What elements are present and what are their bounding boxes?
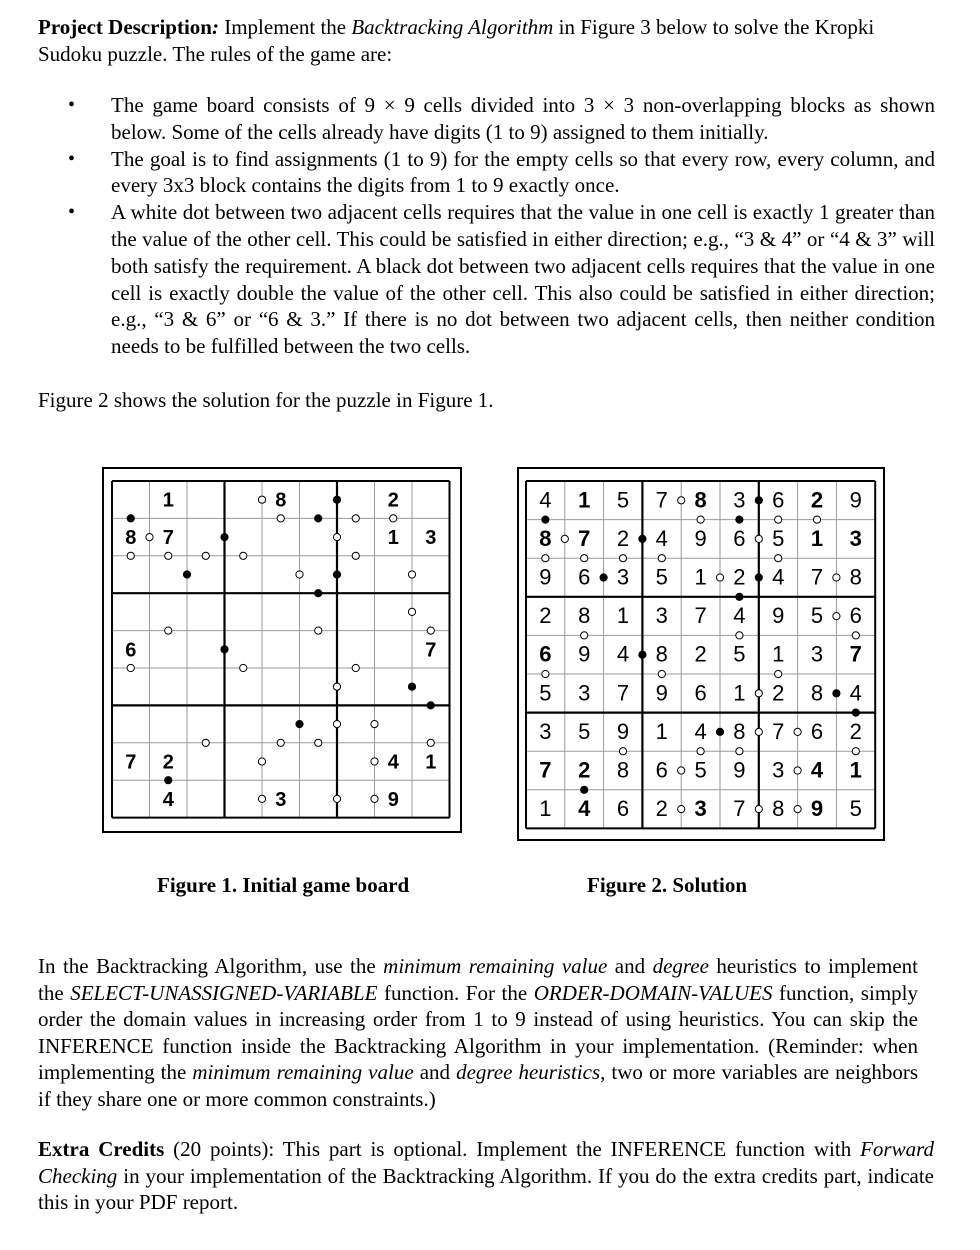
sudoku-cell: 1	[162, 489, 174, 512]
black-dot	[639, 651, 646, 658]
sudoku-cell: 5	[772, 525, 785, 551]
rules-list	[0, 92, 935, 360]
black-dot	[296, 721, 303, 728]
white-dot	[165, 552, 172, 559]
intro-algorithm: Backtracking Algorithm	[351, 15, 554, 39]
sudoku-cell: 9	[578, 641, 591, 667]
white-dot	[315, 739, 322, 746]
heuristics-paragraph	[38, 953, 918, 1112]
sudoku-cell: 2	[849, 718, 862, 744]
sudoku-cell: 1	[772, 641, 785, 667]
sudoku-cell: 7	[849, 641, 862, 667]
black-dot	[408, 683, 415, 690]
white-dot	[352, 515, 359, 522]
sudoku-cell: 6	[125, 639, 137, 662]
sudoku-cell: 6	[849, 603, 862, 629]
sudoku-cell: 3	[849, 525, 862, 551]
rule-item	[0, 146, 935, 200]
sudoku-cell: 9	[655, 680, 668, 706]
sudoku-cell: 2	[694, 641, 707, 667]
white-dot	[240, 552, 247, 559]
rule-text: A white dot between two adjacent cells requires that the value in one cell is exactly 1 greater than the value of the other cell. This could be satisfied in either direction; e.g., “3 & 4” or “4 & 3” will both satisfy the requirement. A black dot between two adjacent cells requires that the value in one cell is exactly double the value of the other cell. This also could be satisfied in either direction; e.g., “3 & 6” or “6 & 3.” If there is no dot between two adjacent cells, then neither condition needs to be fulfilled between the two cells.	[111, 200, 935, 359]
white-dot	[658, 670, 665, 677]
white-dot	[333, 795, 340, 802]
sudoku-cell: 7	[694, 603, 707, 629]
white-dot	[127, 552, 134, 559]
sudoku-cell: 5	[616, 487, 630, 513]
white-dot	[794, 728, 801, 735]
white-dot	[813, 516, 820, 523]
black-dot	[315, 515, 322, 522]
text-run: and	[413, 1060, 457, 1084]
white-dot	[775, 555, 782, 562]
sudoku-cell: 8	[694, 487, 707, 513]
black-dot	[600, 574, 607, 581]
intro-text-1: Implement the	[218, 15, 352, 39]
sudoku-cell: 7	[772, 718, 785, 744]
sudoku-cell: 4	[578, 796, 591, 822]
mrv-term: minimum remaining value	[192, 1060, 414, 1084]
sudoku-cell: 7	[425, 639, 437, 662]
white-dot	[775, 516, 782, 523]
black-dot	[755, 574, 762, 581]
white-dot	[371, 795, 378, 802]
black-dot	[183, 571, 190, 578]
black-dot	[315, 590, 322, 597]
sudoku-cell: 8	[810, 680, 824, 706]
white-dot	[371, 758, 378, 765]
white-dot	[716, 574, 723, 581]
black-dot	[716, 728, 723, 735]
sudoku-cell: 2	[162, 751, 174, 774]
text-run: and	[607, 954, 653, 978]
degree-term: degree	[652, 954, 709, 978]
white-dot	[427, 627, 434, 634]
white-dot	[296, 571, 303, 578]
sudoku-cell: 5	[539, 680, 552, 706]
sudoku-cell: 6	[539, 641, 552, 667]
sudoku-cell: 4	[539, 487, 552, 513]
white-dot	[561, 535, 568, 542]
sudoku-cell: 9	[849, 487, 862, 513]
white-dot	[755, 806, 762, 813]
sudoku-cell: 7	[733, 796, 746, 822]
sudoku-cell: 8	[655, 641, 668, 667]
sudoku-cell: 8	[578, 603, 591, 629]
white-dot	[794, 806, 801, 813]
sudoku-cell: 7	[539, 757, 552, 783]
black-dot	[581, 786, 588, 793]
sudoku-cell: 9	[733, 757, 746, 783]
white-dot	[697, 748, 704, 755]
white-dot	[333, 721, 340, 728]
sudoku-cell: 2	[810, 487, 824, 513]
sudoku-cell: 4	[616, 641, 630, 667]
sudoku-cell: 3	[772, 757, 785, 783]
white-dot	[678, 806, 685, 813]
sudoku-cell: 1	[539, 796, 552, 822]
figure1-grid	[104, 469, 460, 831]
white-dot	[833, 613, 840, 620]
sudoku-cell: 8	[616, 757, 630, 783]
bullet-icon: •	[68, 147, 76, 170]
text-run: function. For the	[377, 980, 534, 1005]
figure1-board	[102, 467, 462, 833]
sudoku-cell: 3	[539, 718, 552, 744]
rule-item	[0, 199, 935, 360]
figure2-board	[517, 467, 885, 841]
white-dot	[619, 555, 626, 562]
rule-text: The game board consists of 9 × 9 cells divided into 3 × 3 non-overlapping blocks as shown below. Some of the cells already have digits (1 to 9) assigned to them initially.	[111, 93, 935, 144]
sudoku-cell: 3	[425, 527, 437, 550]
select-unassigned-term: SELECT-UNASSIGNED-VARIABLE	[70, 980, 378, 1005]
white-dot	[852, 748, 859, 755]
white-dot	[736, 748, 743, 755]
sudoku-cell: 1	[387, 527, 399, 550]
sudoku-cell: 4	[849, 680, 862, 706]
black-dot	[333, 496, 340, 503]
sudoku-cell: 9	[810, 796, 824, 822]
white-dot	[390, 515, 397, 522]
text-run: function, simply order the domain values in increasing order from 1 to 9 instead of using heuristics. You can skip the INFERENCE function inside the Backtracking Algorithm in your implementation. (Reminder: when implementing the	[38, 980, 918, 1084]
black-dot	[165, 777, 172, 784]
sudoku-cell: 3	[810, 641, 824, 667]
sudoku-cell: 2	[772, 680, 785, 706]
sudoku-cell: 3	[733, 487, 746, 513]
intro-paragraph	[38, 14, 934, 67]
sudoku-cell: 5	[578, 718, 591, 744]
sudoku-cell: 5	[733, 641, 746, 667]
white-dot	[755, 690, 762, 697]
sudoku-cell: 6	[733, 525, 746, 551]
sudoku-cell: 4	[772, 564, 785, 590]
sudoku-cell: 8	[539, 525, 552, 551]
black-dot	[427, 702, 434, 709]
forward-checking-term: Forward Checking	[38, 1137, 934, 1188]
degree-term: degree heuristics	[456, 1060, 601, 1084]
figure2-caption: Figure 2. Solution	[587, 873, 748, 897]
figure2-grid	[519, 469, 883, 839]
sudoku-cell: 6	[694, 680, 707, 706]
sudoku-cell: 7	[125, 751, 137, 774]
sudoku-cell: 4	[733, 603, 746, 629]
intro-label: Project Description	[38, 15, 212, 39]
sudoku-cell: 8	[125, 527, 137, 550]
white-dot	[678, 767, 685, 774]
bullet-icon: •	[68, 94, 76, 116]
sudoku-cell: 5	[849, 796, 862, 822]
white-dot	[833, 574, 840, 581]
sudoku-cell: 1	[655, 718, 668, 744]
white-dot	[333, 683, 340, 690]
sudoku-cell: 7	[810, 564, 824, 590]
white-dot	[371, 721, 378, 728]
black-dot	[333, 571, 340, 578]
white-dot	[427, 739, 434, 746]
sudoku-cell: 6	[616, 796, 630, 822]
sudoku-cell: 2	[387, 489, 399, 512]
white-dot	[258, 496, 265, 503]
sudoku-cell: 1	[425, 751, 437, 774]
white-dot	[619, 748, 626, 755]
white-dot	[315, 627, 322, 634]
figure-note: Figure 2 shows the solution for the puzzle in Figure 1.	[38, 388, 494, 412]
black-dot	[221, 646, 228, 653]
intro-colon: :	[211, 15, 219, 39]
white-dot	[852, 632, 859, 639]
white-dot	[581, 632, 588, 639]
sudoku-cell: 3	[616, 564, 630, 590]
white-dot	[258, 758, 265, 765]
sudoku-cell: 8	[733, 718, 746, 744]
sudoku-cell: 1	[616, 603, 630, 629]
black-dot	[755, 497, 762, 504]
white-dot	[408, 571, 415, 578]
white-dot	[258, 795, 265, 802]
white-dot	[240, 664, 247, 671]
white-dot	[165, 627, 172, 634]
white-dot	[146, 534, 153, 541]
sudoku-cell: 9	[694, 525, 707, 551]
sudoku-cell: 4	[694, 718, 707, 744]
white-dot	[277, 515, 284, 522]
sudoku-cell: 1	[733, 680, 746, 706]
text-run: in your implementation of the Backtracking Algorithm. If you do the extra credits part, indicate this in your PDF report.	[38, 1163, 934, 1214]
sudoku-cell: 6	[810, 718, 824, 744]
white-dot	[775, 670, 782, 677]
sudoku-cell: 1	[694, 564, 707, 590]
sudoku-cell: 1	[849, 757, 862, 783]
sudoku-cell: 4	[810, 757, 824, 783]
sudoku-cell: 6	[655, 757, 668, 783]
sudoku-cell: 4	[162, 788, 174, 811]
white-dot	[333, 534, 340, 541]
sudoku-cell: 9	[539, 564, 552, 590]
white-dot	[352, 552, 359, 559]
sudoku-cell: 5	[694, 757, 707, 783]
sudoku-cell: 5	[655, 564, 668, 590]
sudoku-cell: 6	[772, 487, 785, 513]
black-dot	[736, 593, 743, 600]
white-dot	[408, 608, 415, 615]
order-domain-term: ORDER-DOMAIN-VALUES	[533, 980, 773, 1005]
extra-credits-paragraph	[38, 1136, 934, 1216]
sudoku-cell: 8	[772, 796, 785, 822]
sudoku-cell: 7	[616, 680, 630, 706]
black-dot	[852, 709, 859, 716]
black-dot	[833, 690, 840, 697]
sudoku-cell: 9	[387, 788, 399, 811]
sudoku-cell: 1	[578, 487, 591, 513]
sudoku-cell: 8	[275, 489, 287, 512]
bullet-icon: •	[68, 201, 76, 224]
white-dot	[755, 728, 762, 735]
text-run: In the Backtracking Algorithm, use the	[38, 954, 384, 978]
white-dot	[202, 739, 209, 746]
sudoku-cell: 7	[162, 527, 174, 550]
black-dot	[542, 516, 549, 523]
sudoku-cell: 8	[849, 564, 862, 590]
sudoku-cell: 2	[655, 796, 668, 822]
sudoku-cell: 1	[810, 525, 824, 551]
sudoku-cell: 3	[578, 680, 591, 706]
mrv-term: minimum remaining value	[383, 954, 608, 978]
sudoku-cell: 4	[655, 525, 668, 551]
white-dot	[352, 664, 359, 671]
black-dot	[221, 534, 228, 541]
figure1-caption: Figure 1. Initial game board	[157, 873, 410, 897]
black-dot	[736, 516, 743, 523]
white-dot	[658, 555, 665, 562]
sudoku-cell: 2	[616, 525, 630, 551]
sudoku-cell: 7	[655, 487, 668, 513]
sudoku-cell: 2	[539, 603, 552, 629]
white-dot	[542, 555, 549, 562]
text-run: , two or more variables are neighbors if they share one or more common constraints.)	[38, 1060, 918, 1111]
white-dot	[678, 497, 685, 504]
intro-text-2: in Figure 3 below to solve the Kropki Sudoku puzzle. The rules of the game are:	[38, 15, 875, 66]
sudoku-cell: 3	[655, 603, 668, 629]
text-run: (20 points): This part is optional. Implement the INFERENCE function with	[164, 1137, 861, 1161]
sudoku-cell: 3	[275, 788, 287, 811]
sudoku-cell: 4	[387, 751, 399, 774]
sudoku-cell: 7	[578, 525, 591, 551]
sudoku-cell: 2	[733, 564, 746, 590]
text-run: heuristics to implement the	[38, 954, 918, 1005]
sudoku-cell: 6	[578, 564, 591, 590]
white-dot	[127, 664, 134, 671]
black-dot	[639, 535, 646, 542]
sudoku-cell: 9	[772, 603, 785, 629]
white-dot	[755, 535, 762, 542]
sudoku-cell: 2	[578, 757, 591, 783]
white-dot	[542, 670, 549, 677]
extra-credits-label: Extra Credits	[38, 1137, 165, 1161]
sudoku-cell: 3	[694, 796, 707, 822]
rule-item	[0, 92, 935, 146]
sudoku-cell: 9	[616, 718, 630, 744]
white-dot	[202, 552, 209, 559]
white-dot	[581, 555, 588, 562]
white-dot	[277, 739, 284, 746]
rule-text: The goal is to find assignments (1 to 9) for the empty cells so that every row, every column, and every 3x3 block contains the digits from 1 to 9 exactly once.	[111, 146, 935, 198]
white-dot	[697, 516, 704, 523]
black-dot	[127, 515, 134, 522]
white-dot	[794, 767, 801, 774]
sudoku-cell: 5	[810, 603, 824, 629]
white-dot	[736, 632, 743, 639]
